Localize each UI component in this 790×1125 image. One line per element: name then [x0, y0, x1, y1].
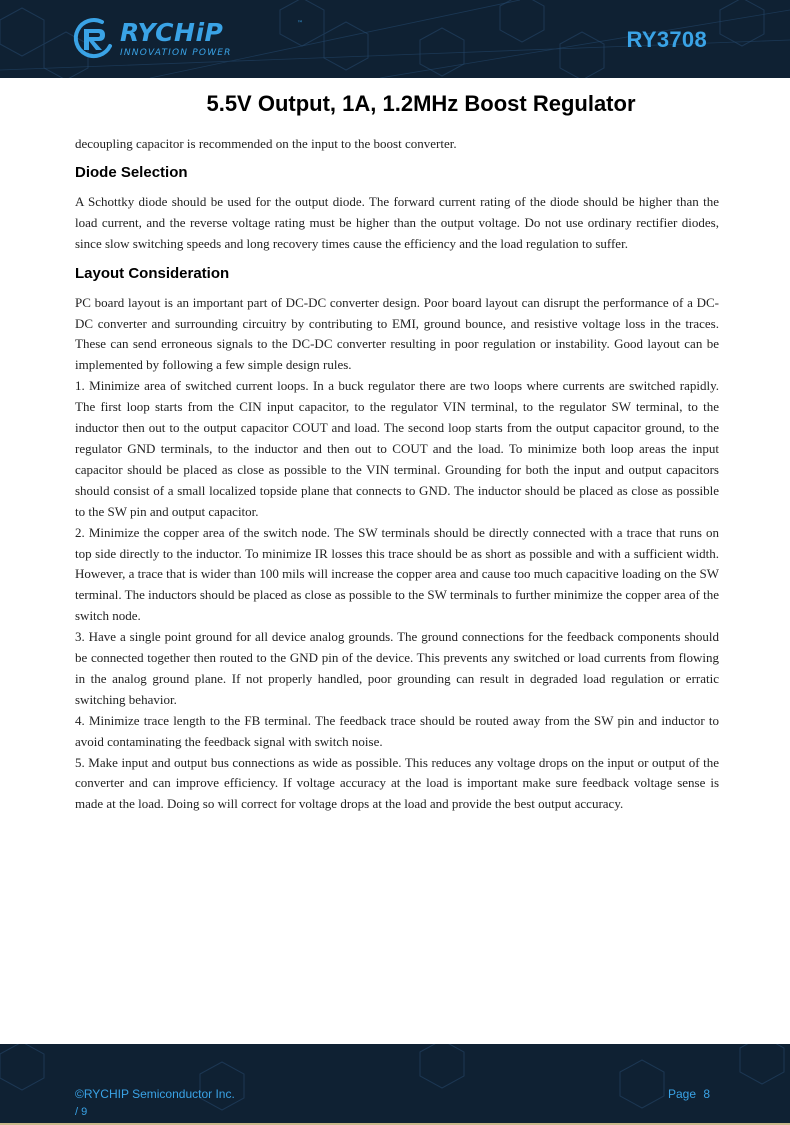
layout-rule-item: 1. Minimize area of switched current loops. In a buck regulator there are two loops where currents are switched rapidly. The first loop starts from the CIN input capacitor, to the regulator VIN terminal, to the regulator SW terminal, to the inductor then out to the output capacitor COUT and load. The second loop starts from the output capacitor ground, to the regulator GND terminals, to the inductor and then out to COUT and the load. To minimize both loop areas the input capacitor should be placed as close as possible to the VIN terminal. Grounding for both the input and output capacitors should consist of a small localized topside plane that connects to GND. The inductor should be placed as close as possible to the SW pin and output capacitor. — [75, 378, 719, 519]
layout-rule-item: 4. Minimize trace length to the FB terminal. The feedback trace should be routed away from the SW pin and inductor to avoid contaminating the feedback signal with switch noise. — [75, 712, 719, 749]
footer-band — [0, 1044, 790, 1125]
header-band — [0, 0, 790, 78]
footer-page-total: / 9 — [75, 1106, 88, 1118]
brand-name: RYCHiP — [120, 18, 224, 47]
rychip-logo-mark-icon — [72, 16, 116, 60]
footer-pattern-icon — [0, 1044, 790, 1125]
brand-trademark: ™ — [297, 20, 303, 27]
page-title: 5.5V Output, 1A, 1.2MHz Boost Regulator — [206, 91, 636, 116]
footer-copyright: ©RYCHIP Semiconductor Inc. — [75, 1087, 235, 1101]
layout-rule-item: 2. Minimize the copper area of the switch node. The SW terminals should be directly connected with a trace that runs on top side directly to the inductor. To minimize IR losses this trace should be as short as possible and with a sufficient width. However, a trace that is wider than 100 mils will increase the copper area and cause too much capacitive loading on the SW terminal. The inductors should be placed as close as possible to the SW terminals to further minimize the copper area of the switch node. — [75, 524, 719, 624]
section-heading-layout-consideration: Layout Consideration — [75, 264, 230, 282]
diode-selection-paragraph: A Schottky diode should be used for the output diode. The forward current rating of the diode should be higher than the load current, and the reverse voltage rating must be higher than the output voltage. Do not use ordinary rectifier diodes, since slow switching speeds and long recovery times cause the efficiency and the load regulation to suffer. — [75, 193, 719, 251]
document-body — [75, 134, 719, 815]
footer-page-indicator — [668, 1087, 710, 1101]
brand-tagline: INNOVATION POWER — [120, 48, 232, 58]
footer-page-number: 8 — [703, 1087, 711, 1101]
layout-rule-item: 5. Make input and output bus connections as wide as possible. This reduces any voltage drops on the input or output of the converter and can improve efficiency. If voltage accuracy at the load is important make sure feedback voltage sense is made at the load. Doing so will correct for voltage drops at the load and provide the best output accuracy. — [75, 754, 719, 812]
layout-intro-paragraph: PC board layout is an important part of DC-DC converter design. Poor board layout can disrupt the performance of a DC-DC converter and surrounding circuitry by contributing to EMI, ground bounce, and resistive voltage loss in the traces. These can send erroneous signals to the DC-DC converter resulting in poor regulation or instability. Good layout can be implemented by following a few simple design rules. — [75, 294, 719, 373]
footer-page-label: Page — [668, 1087, 697, 1101]
layout-rule-item: 3. Have a single point ground for all device analog grounds. The ground connections for the feedback components should be connected together then routed to the GND pin of the device. This prevents any switched or load currents from flowing in the analog ground plane. If not properly handled, poor grounding can result in degraded load regulation or erratic switching behavior. — [75, 629, 719, 707]
lead-paragraph: decoupling capacitor is recommended on the input to the boost converter. — [75, 136, 457, 151]
section-heading-diode-selection: Diode Selection — [75, 163, 188, 181]
part-number: RY3708 — [626, 27, 707, 52]
